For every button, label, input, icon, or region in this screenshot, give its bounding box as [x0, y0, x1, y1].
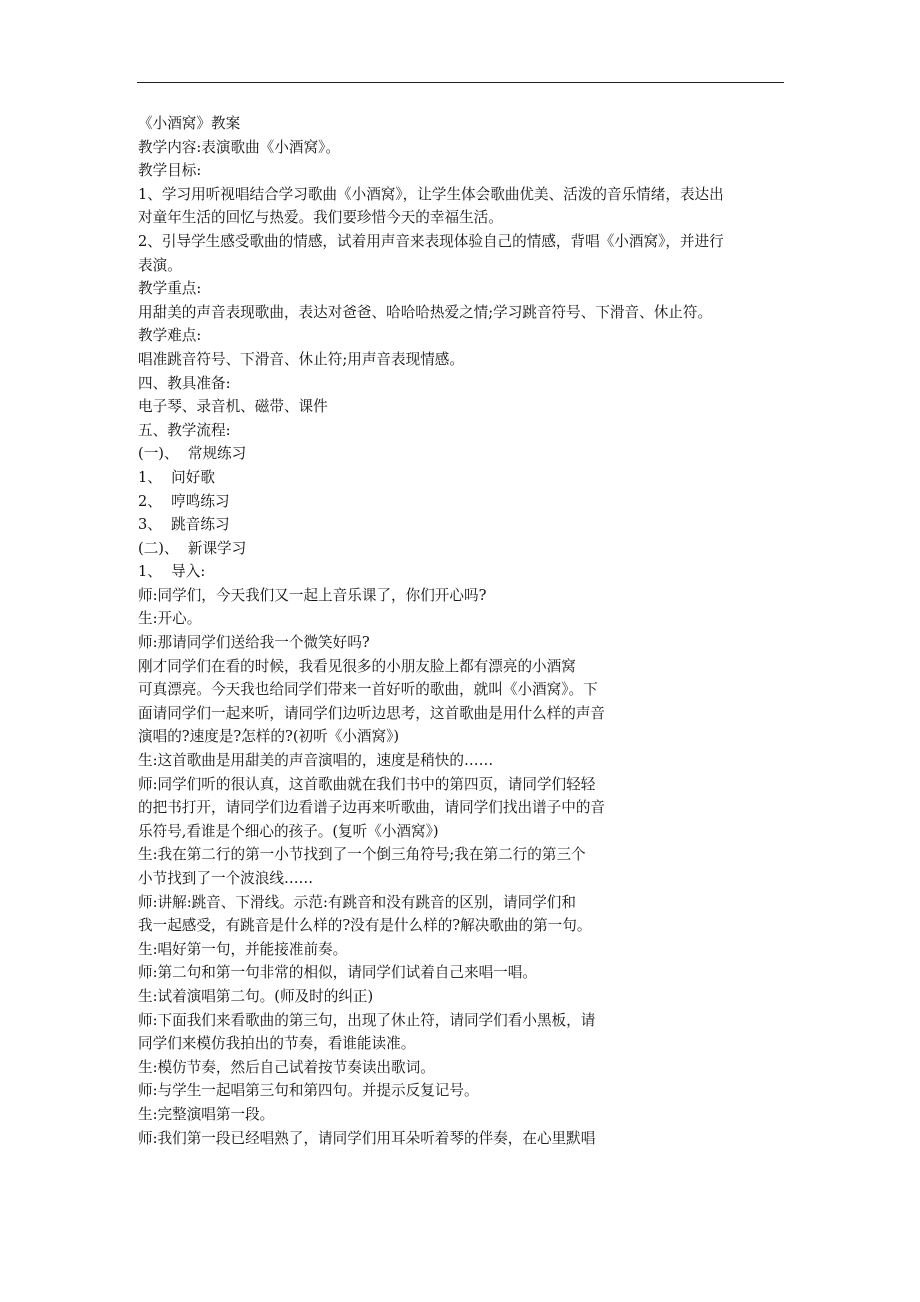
- text-line: 教学重点:: [138, 280, 202, 298]
- text-line: 教学难点:: [138, 327, 202, 345]
- text-line: 可真漂亮。今天我也给同学们带来一首好听的歌曲，就叫《小酒窝》。下: [138, 681, 598, 699]
- text-line: 师:同学们，今天我们又一起上音乐课了，你们开心吗?: [138, 586, 487, 604]
- text-line: 生:完整演唱第一段。: [138, 1105, 275, 1123]
- text-line: 生:唱好第一句，并能接准前奏。: [138, 940, 348, 958]
- text-line: 生:开心。: [138, 610, 202, 628]
- text-line: 生:试着演唱第二句。(师及时的纠正): [138, 987, 374, 1005]
- header-rule: [137, 82, 784, 83]
- text-line: 生:我在第二行的第一小节找到了一个倒三角符号;我在第二行的第三个: [138, 846, 586, 864]
- text-line: 师:与学生一起唱第三句和第四句。并提示反复记号。: [138, 1082, 479, 1100]
- text-line: 2、引导学生感受歌曲的情感，试着用声音来表现体验自己的情感，背唱《小酒窝》，并进行: [138, 232, 724, 250]
- text-line: 的把书打开，请同学们边看谱子边再来听歌曲，请同学们找出谱子中的音: [138, 799, 606, 817]
- text-line: 面请同学们一起来听，请同学们边听边思考，这首歌曲是用什么样的声音: [138, 704, 606, 722]
- document-body: [138, 112, 788, 1150]
- text-line: 1、学习用听视唱结合学习歌曲《小酒窝》，让学生体会歌曲优美、活泼的音乐情绪，表达出: [138, 185, 724, 203]
- text-line: 2、 哼鸣练习: [138, 492, 230, 510]
- text-line: 师:那请同学们送给我一个微笑好吗?: [138, 634, 370, 652]
- text-line: 乐符号,看谁是个细心的孩子。(复听《小酒窝》): [138, 822, 439, 840]
- text-line: 四、教具准备:: [138, 374, 231, 392]
- text-line: 师:下面我们来看歌曲的第三句，出现了休止符，请同学们看小黑板，请: [138, 1011, 596, 1029]
- text-line: 教学目标:: [138, 162, 202, 180]
- text-line: 用甜美的声音表现歌曲，表达对爸爸、哈哈哈热爱之情;学习跳音符号、下滑音、休止符。: [138, 303, 713, 321]
- text-line: 刚才同学们在看的时候，我看见很多的小朋友脸上都有漂亮的小酒窝: [138, 657, 576, 675]
- text-line: 教学内容:表演歌曲《小酒窝》。: [138, 138, 340, 156]
- text-line: 1、 问好歌: [138, 468, 215, 486]
- text-line: 同学们来模仿我拍出的节奏，看谁能读准。: [138, 1035, 416, 1053]
- text-line: 师:我们第一段已经唱熟了，请同学们用耳朵听着琴的伴奏，在心里默唱: [138, 1129, 596, 1147]
- text-line: 师:讲解:跳音、下滑线。示范:有跳音和没有跳音的区别，请同学们和: [138, 893, 576, 911]
- text-line: 演唱的?速度是?怎样的?(初听《小酒窝》): [138, 728, 400, 746]
- text-line: 电子琴、录音机、磁带、课件: [138, 398, 328, 416]
- text-line: 五、教学流程:: [138, 421, 231, 439]
- text-line: 唱准跳音符号、下滑音、休止符;用声音表现情感。: [138, 350, 464, 368]
- text-line: 我一起感受，有跳音是什么样的?没有是什么样的?解决歌曲的第一句。: [138, 917, 592, 935]
- text-line: 生:模仿节奏，然后自己试着按节奏读出歌词。: [138, 1058, 435, 1076]
- text-line: 1、 导入:: [138, 563, 206, 581]
- text-line: (一)、 常规练习: [138, 445, 247, 463]
- text-line: 表演。: [138, 256, 182, 274]
- text-line: 师:第二句和第一句非常的相似，请同学们试着自己来唱一唱。: [138, 964, 537, 982]
- text-line: 生:这首歌曲是用甜美的声音演唱的，速度是稍快的……: [138, 752, 494, 770]
- text-line: 小节找到了一个波浪线……: [138, 870, 314, 887]
- text-line: 对童年生活的回忆与热爱。我们要珍惜今天的幸福生活。: [138, 209, 503, 227]
- text-line: 3、 跳音练习: [138, 516, 230, 534]
- text-line: (二)、 新课学习: [138, 539, 247, 557]
- text-line: 《小酒窝》教案: [138, 115, 241, 132]
- text-line: 师:同学们听的很认真，这首歌曲就在我们书中的第四页，请同学们轻轻: [138, 775, 596, 793]
